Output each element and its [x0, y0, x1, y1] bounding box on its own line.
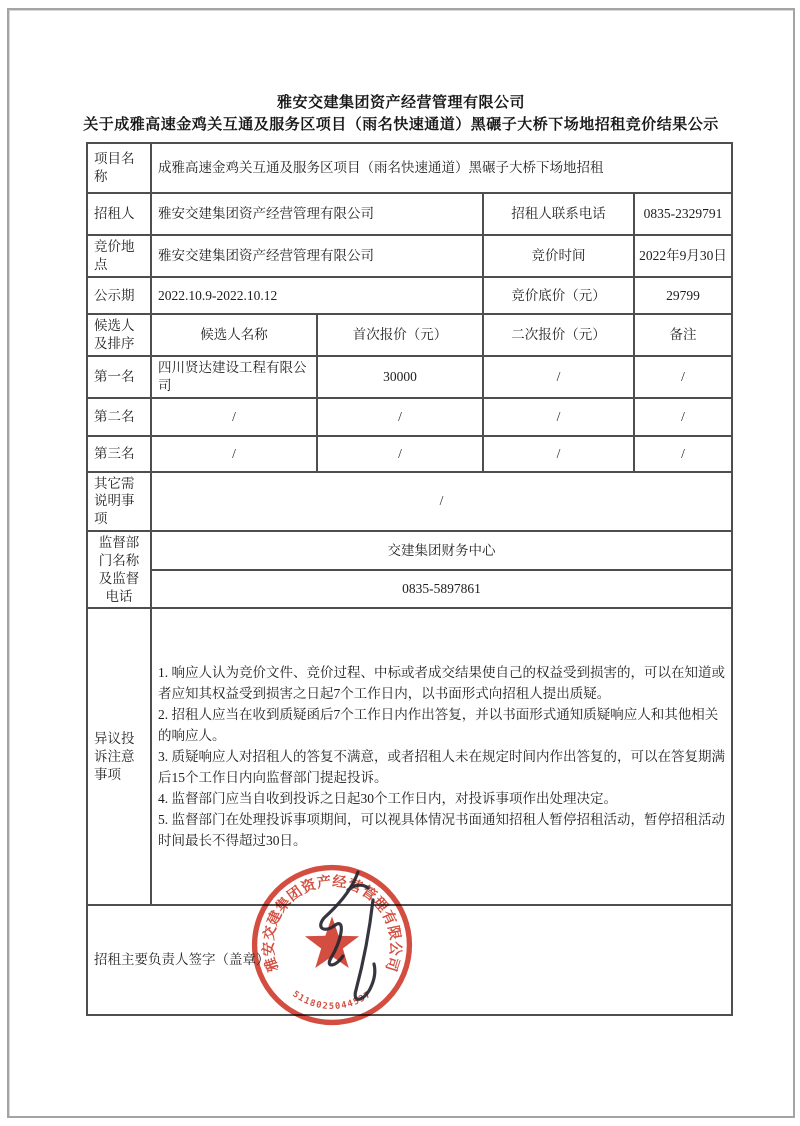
rank-label: 第三名	[87, 436, 151, 472]
supervisor-name-value: 交建集团财务中心	[151, 531, 732, 570]
objection-notes	[158, 662, 725, 851]
candidates-label: 候选人及排序	[87, 314, 151, 356]
first-bid-value: /	[317, 398, 483, 436]
rank-label: 第一名	[87, 356, 151, 398]
col-header-candidate-name: 候选人名称	[151, 314, 317, 356]
rank-label: 第二名	[87, 398, 151, 436]
table-row	[87, 472, 732, 531]
other-notes-label: 其它需说明事项	[87, 472, 151, 531]
candidate-name: /	[151, 398, 317, 436]
remark-value: /	[634, 356, 732, 398]
remark-value: /	[634, 436, 732, 472]
objection-item-2: 2. 招租人应当在收到质疑函后7个工作日内作出答复，并以书面形式通知质疑响应人和其他相关的响应人。	[158, 707, 719, 744]
first-bid-value: /	[317, 436, 483, 472]
venue-value: 雅安交建集团资产经营管理有限公司	[151, 235, 483, 277]
venue-label: 竞价地点	[87, 235, 151, 277]
supervisor-phone-value: 0835-5897861	[151, 570, 732, 608]
objection-row	[87, 608, 732, 905]
col-header-remark: 备注	[634, 314, 732, 356]
second-bid-value: /	[483, 398, 634, 436]
lessor-phone-label: 招租人联系电话	[483, 193, 634, 235]
result-table	[86, 142, 733, 1016]
signature-label: 招租主要负责人签字（盖章）	[87, 905, 732, 1015]
bid-time-label: 竞价时间	[483, 235, 634, 277]
lessor-value: 雅安交建集团资产经营管理有限公司	[151, 193, 483, 235]
second-bid-value: /	[483, 436, 634, 472]
objection-label: 异议投诉注意事项	[87, 608, 151, 905]
floor-price-label: 竞价底价（元）	[483, 277, 634, 314]
table-row	[87, 143, 732, 193]
candidate-name: /	[151, 436, 317, 472]
document-page	[7, 8, 795, 1118]
publicity-period-label: 公示期	[87, 277, 151, 314]
seal-company-text: 雅安交建集团资产经营管理有限公司	[260, 873, 404, 974]
objection-item-4: 4. 监督部门应当自收到投诉之日起30个工作日内，对投诉事项作出处理决定。	[158, 791, 617, 807]
project-name-label: 项目名称	[87, 143, 151, 193]
remark-value: /	[634, 398, 732, 436]
col-header-first-bid: 首次报价（元）	[317, 314, 483, 356]
floor-price-value: 29799	[634, 277, 732, 314]
document-title	[9, 92, 793, 136]
objection-item-1: 1. 响应人认为竞价文件、竞价过程、中标或者成交结果使自己的权益受到损害的，可以在知道或者应知其权益受到损害之日起7个工作日内，以书面形式向招租人提出质疑。	[158, 665, 725, 702]
other-notes-value: /	[151, 472, 732, 531]
candidate-row-3	[87, 436, 732, 472]
first-bid-value: 30000	[317, 356, 483, 398]
candidate-name: 四川贤达建设工程有限公司	[151, 356, 317, 398]
signature-row	[87, 905, 732, 1015]
objection-notes-cell	[151, 608, 732, 905]
objection-item-5: 5. 监督部门在处理投诉事项期间，可以视具体情况书面通知招租人暂停招租活动，暂停招租活动时间最长不得超过30日。	[158, 812, 725, 849]
lessor-label: 招租人	[87, 193, 151, 235]
table-row	[87, 193, 732, 235]
candidate-row-2	[87, 398, 732, 436]
lessor-phone-value: 0835-2329791	[634, 193, 732, 235]
project-name-value: 成雅高速金鸡关互通及服务区项目（雨名快速通道）黑碾子大桥下场地招租	[151, 143, 732, 193]
table-row	[87, 235, 732, 277]
publicity-period-value: 2022.10.9-2022.10.12	[151, 277, 483, 314]
col-header-second-bid: 二次报价（元）	[483, 314, 634, 356]
table-row	[87, 277, 732, 314]
title-line-1: 雅安交建集团资产经营管理有限公司	[276, 95, 525, 111]
title-line-2: 关于成雅高速金鸡关互通及服务区项目（雨名快速通道）黑碾子大桥下场地招租竞价结果公示	[83, 117, 719, 133]
supervisor-label: 监督部门名称及监督电话	[87, 531, 151, 608]
seal-serial-number: 5118025044537	[290, 989, 374, 1013]
second-bid-value: /	[483, 356, 634, 398]
table-row	[87, 531, 732, 570]
objection-item-3: 3. 质疑响应人对招租人的答复不满意，或者招租人未在规定时间内作出答复的，可以在答复期满后15个工作日内向监督部门提起投诉。	[158, 749, 725, 786]
bid-time-value: 2022年9月30日	[634, 235, 732, 277]
table-row	[87, 570, 732, 608]
candidate-row-1	[87, 356, 732, 398]
table-header-row	[87, 314, 732, 356]
